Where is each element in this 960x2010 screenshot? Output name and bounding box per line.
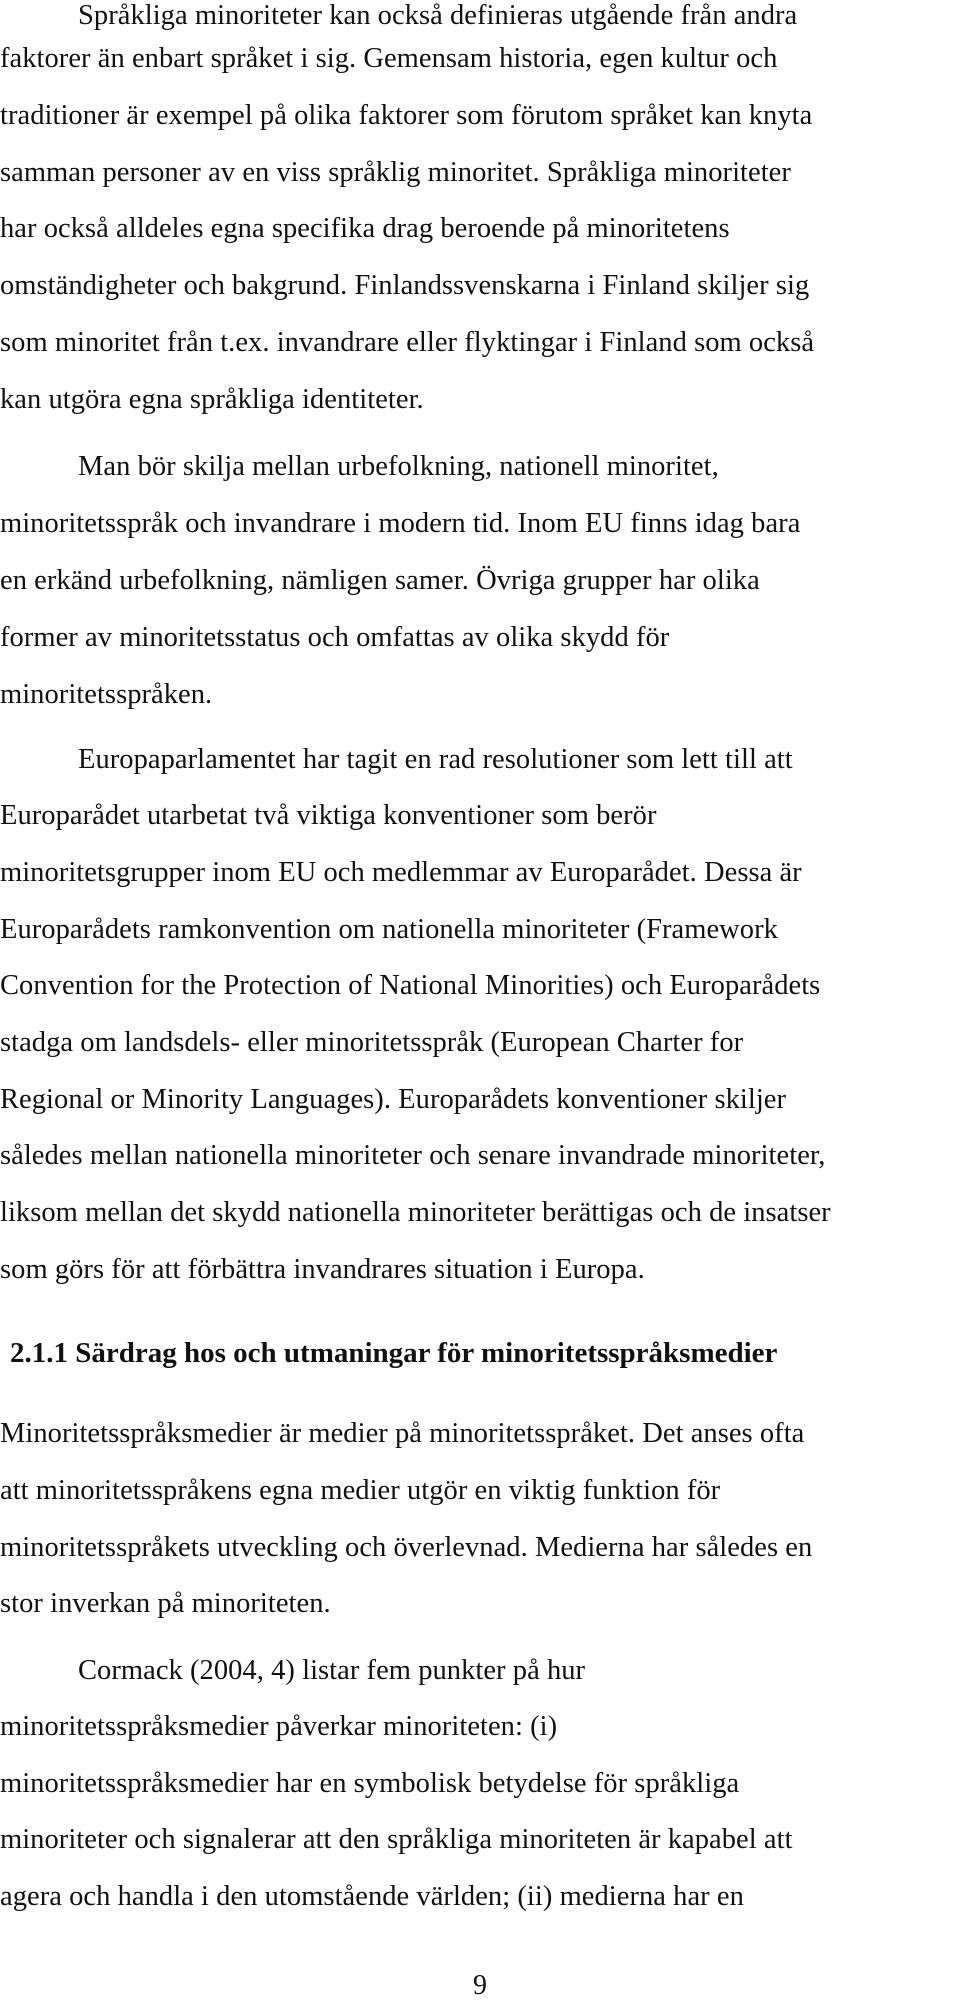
text-line: faktorer än enbart språket i sig. Gemensam historia, egen kultur och (0, 43, 778, 74)
text-line: minoritetsgrupper inom EU och medlemmar av Europarådet. Dessa är (0, 857, 802, 888)
text-line: således mellan nationella minoriteter och senare invandrade minoriteter, (0, 1140, 826, 1171)
text-line: minoritetsspråksmedier har en symbolisk betydelse för språkliga (0, 1768, 740, 1799)
text-line: att minoritetsspråkens egna medier utgör en viktig funktion för (0, 1475, 721, 1506)
text-line: omständigheter och bakgrund. Finlandssvenskarna i Finland skiljer sig (0, 270, 810, 301)
text-line: Språkliga minoriteter kan också definieras utgående från andra (78, 0, 798, 31)
page-number: 9 (473, 1970, 487, 2001)
text-line: Europaparlamentet har tagit en rad resolutioner som lett till att (78, 744, 793, 775)
text-line: minoritetsspråkets utveckling och överlevnad. Medierna har således en (0, 1532, 813, 1563)
section-heading: 2.1.1 Särdrag hos och utmaningar för minoritetsspråksmedier (10, 1337, 778, 1369)
text-line: som minoritet från t.ex. invandrare eller flyktingar i Finland som också (0, 327, 815, 358)
text-line: minoritetsspråksmedier påverkar minoriteten: (i) (0, 1711, 558, 1742)
text-line: Europarådets ramkonvention om nationella minoriteter (Framework (0, 914, 778, 945)
text-line: Regional or Minority Languages). Europarådets konventioner skiljer (0, 1084, 787, 1115)
text-line: stadga om landsdels- eller minoritetsspråk (European Charter for (0, 1027, 744, 1058)
text-line: Europarådet utarbetat två viktiga konventioner som berör (0, 800, 657, 831)
text-line: samman personer av en viss språklig minoritet. Språkliga minoriteter (0, 157, 791, 188)
text-line: agera och handla i den utomstående världen; (ii) medierna har en (0, 1881, 744, 1912)
text-line: stor inverkan på minoriteten. (0, 1588, 331, 1619)
text-line: Man bör skilja mellan urbefolkning, nationell minoritet, (78, 451, 719, 482)
text-line: minoriteter och signalerar att den språkliga minoriteten är kapabel att (0, 1824, 793, 1855)
text-line: minoritetsspråk och invandrare i modern tid. Inom EU finns idag bara (0, 508, 801, 539)
text-line: Cormack (2004, 4) listar fem punkter på hur (78, 1655, 586, 1686)
text-line: en erkänd urbefolkning, nämligen samer. Övriga grupper har olika (0, 565, 760, 596)
text-line: traditioner är exempel på olika faktorer som förutom språket kan knyta (0, 100, 813, 131)
text-line: Convention for the Protection of National Minorities) och Europarådets (0, 970, 821, 1001)
text-line: har också alldeles egna specifika drag beroende på minoritetens (0, 213, 730, 244)
text-line: som görs för att förbättra invandrares situation i Europa. (0, 1254, 645, 1285)
text-line: kan utgöra egna språkliga identiteter. (0, 384, 424, 415)
text-line: minoritetsspråken. (0, 679, 213, 710)
text-line: former av minoritetsstatus och omfattas av olika skydd för (0, 622, 670, 653)
text-line: Minoritetsspråksmedier är medier på minoritetsspråket. Det anses ofta (0, 1418, 805, 1449)
text-line: liksom mellan det skydd nationella minoriteter berättigas och de insatser (0, 1197, 831, 1228)
